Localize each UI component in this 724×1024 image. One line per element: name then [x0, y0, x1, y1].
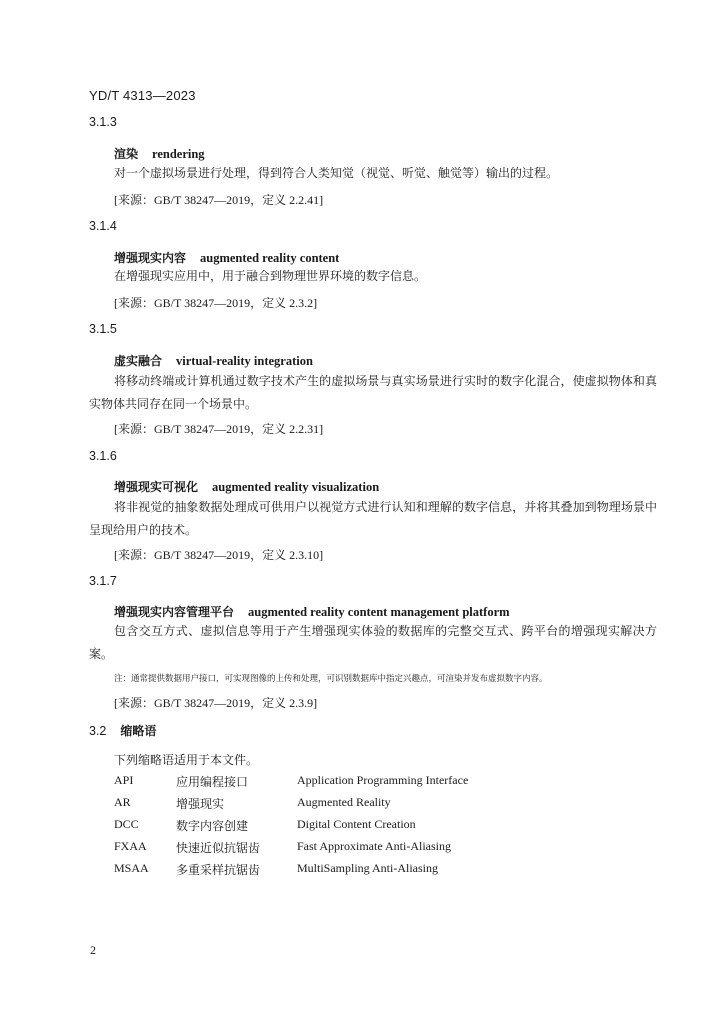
term-source: [来源：GB/T 38247—2019，定义 2.2.31]: [114, 422, 324, 436]
term-source: [来源：GB/T 38247—2019，定义 2.3.2]: [114, 296, 318, 310]
clause-number: 3.1.4: [89, 219, 117, 233]
term-en: virtual-reality integration: [176, 354, 313, 368]
abbreviations-intro: 下列缩略语适用于本文件。: [114, 753, 259, 767]
term-heading: [114, 352, 313, 369]
term-definition: 在增强现实应用中，用于融合到物理世界环境的数字信息。: [114, 269, 427, 283]
term-en: rendering: [152, 147, 205, 161]
term-heading: [114, 478, 379, 495]
term-heading: [114, 145, 205, 162]
abbreviation: MSAA: [114, 861, 149, 875]
abbreviation-zh: 多重采样抗锯齿: [176, 863, 261, 877]
abbreviation-row: [114, 773, 674, 795]
term-heading: [114, 603, 510, 620]
term-note: 注：通常提供数据用户接口，可实现图像的上传和处理，可识别数据库中指定兴趣点，可渲染并发布虚拟数字内容。: [114, 674, 548, 684]
abbreviation-en: Digital Content Creation: [297, 817, 416, 831]
section-number: 3.2: [89, 724, 107, 738]
term-zh: 渲染: [114, 147, 139, 161]
abbreviation-zh: 增强现实: [176, 797, 225, 811]
clause-number: 3.1.5: [89, 322, 117, 336]
abbreviation-row: [114, 817, 674, 839]
term-en: augmented reality visualization: [212, 480, 380, 494]
term-definition: 将移动终端或计算机通过数字技术产生的虚拟场景与真实场景进行实时的数字化混合，使虚拟物体和真实物体共同存在同一个场景中。: [89, 374, 657, 411]
abbreviation-zh: 数字内容创建: [176, 819, 249, 833]
term-zh: 虚实融合: [114, 354, 163, 368]
abbreviation: AR: [114, 795, 131, 809]
term-definition: 将非视觉的抽象数据处理成可供用户以视觉方式进行认知和理解的数字信息，并将其叠加到物理场景中呈现给用户的技术。: [89, 500, 657, 537]
abbreviation-en: Fast Approximate Anti-Aliasing: [297, 839, 451, 853]
abbreviation: API: [114, 773, 134, 787]
abbreviation-zh: 快速近似抗锯齿: [176, 841, 261, 855]
term-zh: 增强现实内容: [114, 251, 187, 265]
page-number: 2: [90, 943, 96, 957]
term-definition: 对一个虚拟场景进行处理，得到符合人类知觉（视觉、听觉、触觉等）输出的过程。: [114, 166, 559, 180]
term-heading: [114, 249, 339, 266]
term-zh: 增强现实内容管理平台: [114, 605, 235, 619]
term-source: [来源：GB/T 38247—2019，定义 2.3.10]: [114, 548, 324, 562]
term-source: [来源：GB/T 38247—2019，定义 2.3.9]: [114, 696, 318, 710]
abbreviation: FXAA: [114, 839, 147, 853]
clause-number: 3.1.7: [89, 574, 117, 588]
abbreviation-row: [114, 795, 674, 817]
abbreviation-en: MultiSampling Anti-Aliasing: [297, 861, 439, 875]
abbreviation-en: Application Programming Interface: [297, 773, 469, 787]
abbreviation: DCC: [114, 817, 139, 831]
term-zh: 增强现实可视化: [114, 480, 199, 494]
term-definition: 包含交互方式、虚拟信息等用于产生增强现实体验的数据库的完整交互式、跨平台的增强现实解决方案。: [89, 624, 657, 661]
section-heading: [89, 722, 156, 739]
document-header: YD/T 4313—2023: [89, 88, 196, 103]
term-source: [来源：GB/T 38247—2019，定义 2.2.41]: [114, 193, 324, 207]
clause-number: 3.1.6: [89, 449, 117, 463]
abbreviation-row: [114, 839, 674, 861]
term-en: augmented reality content: [200, 251, 340, 265]
abbreviation-zh: 应用编程接口: [176, 775, 249, 789]
abbreviation-en: Augmented Reality: [297, 795, 391, 809]
clause-number: 3.1.3: [89, 115, 117, 129]
section-title: 缩略语: [120, 724, 157, 738]
term-en: augmented reality content management platform: [248, 605, 510, 619]
abbreviation-row: [114, 861, 674, 883]
